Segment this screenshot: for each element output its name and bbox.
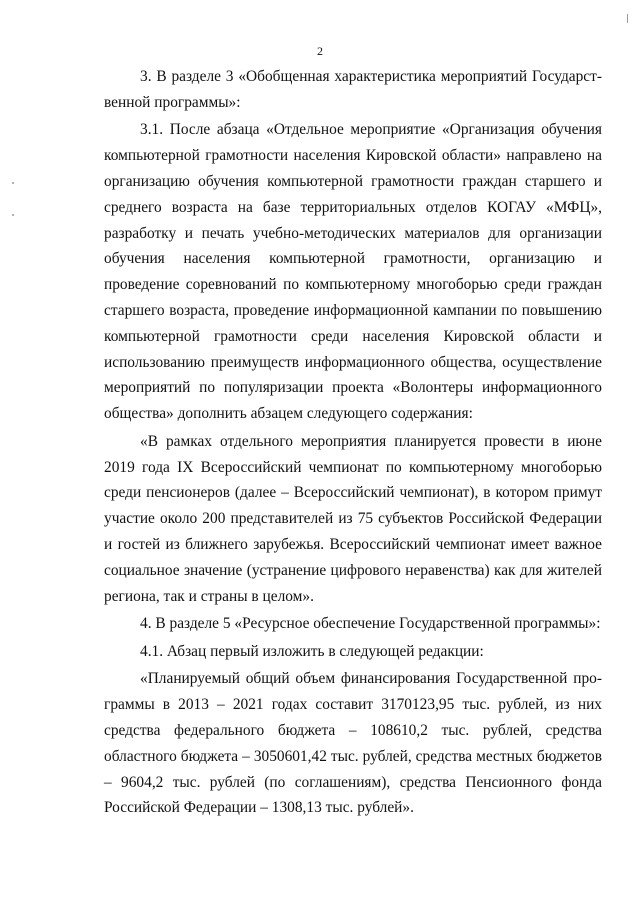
scan-line-mark: [627, 14, 628, 23]
scan-dot-mark: [12, 182, 14, 184]
scan-dot-mark: [12, 214, 14, 216]
paragraph-item-3-1: 3.1. После абзаца «Отдельное мероприятие «Организация обучения компьютерной грамотности населения Кировской области» направлено на организацию обучения компьютерной грамотности граждан старшего и среднего возраста на базе территориальных отделов КОГАУ «МФЦ», разработку и печать учебно-методических материалов для организации обучения населения компьютерной грамотности, организацию и проведение соревнований по компьютерному многоборью среди граждан старшего возраста, проведение информационной кампании по повышению компьютерной грамотности среди населения Кировской области и использованию преимуществ информационного общества, осуществление мероприятий по популяризации проекта «Волонтеры информационного общества» дополнить абзацем следующего содержания:: [104, 121, 602, 423]
paragraph-section-5-heading: 4. В разделе 5 «Ресурсное обеспечение Государственной программы»:: [140, 615, 601, 633]
page-number: 2: [317, 44, 323, 58]
paragraph-funding-text: «Планируемый общий объем финансирования Государственной программы в 2013 – 2021 годах составит 3170123,95 тыс. рублей, из них средства федерального бюджета – 108610,2 тыс. рублей, средства областного бюджета – 3050601,42 тыс. рублей, средства местных бюджетов – 9604,2 тыс. рублей (по соглашениям), средства Пенсионного фонда Российской Федерации – 1308,13 тыс. рублей».: [104, 670, 602, 817]
paragraph-inserted-text: «В рамках отдельного мероприятия планируется провести в июне 2019 года IX Всероссийский чемпионат по компьютерному многоборью среди пенсионеров (далее – Всероссийский чемпионат), в котором примут участие около 200 представителей из 75 субъектов Российской Федерации и гостей из ближнего зарубежья. Всероссийский чемпионат имеет важное социальное значение (устранение цифрового неравенства) как для жителей региона, так и страны в целом».: [104, 432, 602, 605]
paragraph-section-3-heading: 3. В разделе 3 «Обобщенная характеристика мероприятий Государственной программы»:: [104, 68, 602, 111]
document-body: [104, 64, 602, 821]
paragraph-item-4-1: 4.1. Абзац первый изложить в следующей редакции:: [140, 642, 484, 660]
